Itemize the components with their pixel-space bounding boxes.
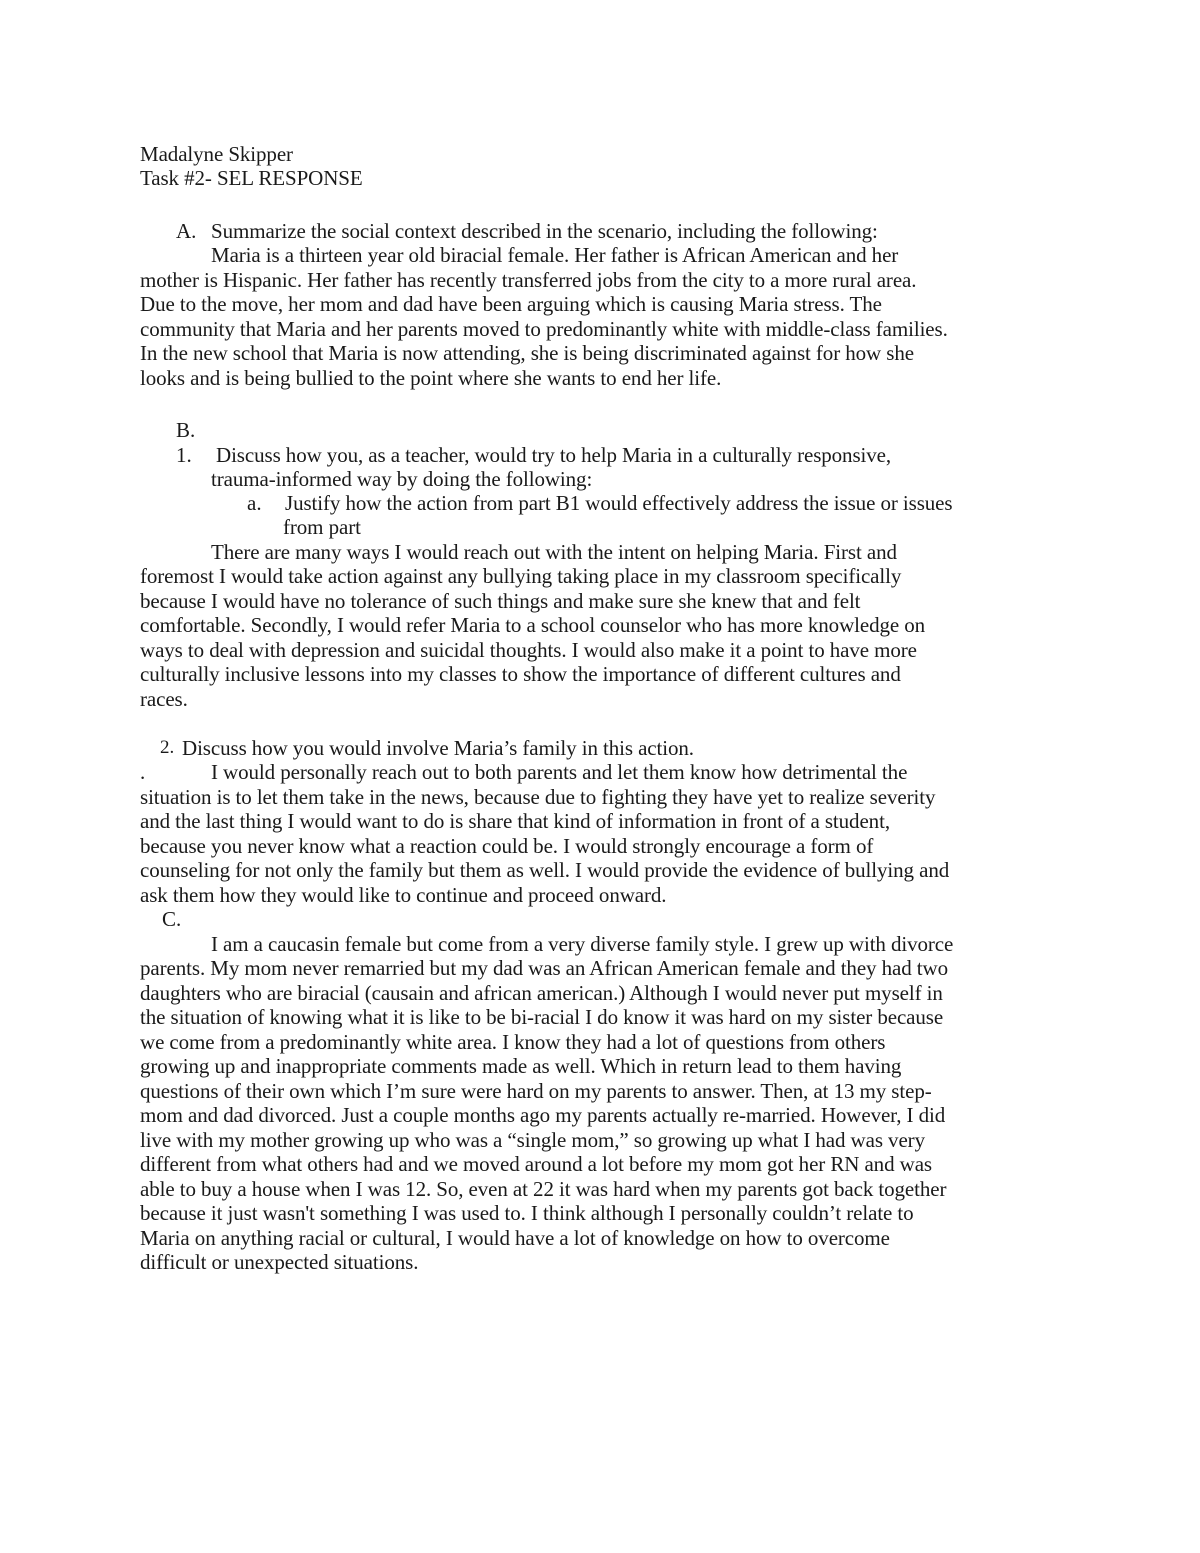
item-1-prompt: trauma-informed way by doing the following: [211, 467, 593, 491]
section-c-line: able to buy a house when I was 12. So, even at 22 it was hard when my parents got back together [140, 1177, 947, 1201]
section-c-line: I am a caucasin female but come from a very diverse family style. I grew up with divorce [211, 932, 954, 956]
section-a-marker: A. [176, 219, 197, 243]
section-c-line: difficult or unexpected situations. [140, 1250, 419, 1274]
item-2-answer-line: I would personally reach out to both parents and let them know how detrimental the [211, 760, 908, 784]
section-c-line: different from what others had and we moved around a lot before my mom got her RN and was [140, 1152, 932, 1176]
section-b-marker: B. [176, 418, 196, 442]
item-2-answer-line: situation is to let them take in the news, because due to fighting they have yet to realize severity [140, 785, 936, 809]
author-name: Madalyne Skipper [140, 142, 293, 166]
section-a-line: looks and is being bullied to the point where she wants to end her life. [140, 366, 722, 390]
item-1-answer-line: culturally inclusive lessons into my classes to show the importance of different cultures and [140, 662, 901, 686]
section-c-line: Maria on anything racial or cultural, I would have a lot of knowledge on how to overcome [140, 1226, 890, 1250]
item-2-answer-line: counseling for not only the family but them as well. I would provide the evidence of bullying and [140, 858, 950, 882]
section-c-line: mom and dad divorced. Just a couple months ago my parents actually re-married. However, I did [140, 1103, 946, 1127]
section-a-line: mother is Hispanic. Her father has recently transferred jobs from the city to a more rural area. [140, 268, 917, 292]
item-1a-marker: a. [247, 491, 262, 515]
section-a-line: Due to the move, her mom and dad have been arguing which is causing Maria stress. The [140, 292, 882, 316]
item-2-dot: . [140, 760, 146, 784]
item-1-prompt: Discuss how you, as a teacher, would try to help Maria in a culturally responsive, [216, 443, 892, 467]
item-1-answer-line: races. [140, 687, 188, 711]
section-a-line: community that Maria and her parents moved to predominantly white with middle-class families. [140, 317, 948, 341]
section-a-line: Maria is a thirteen year old biracial female. Her father is African American and her [211, 243, 899, 267]
item-1a-prompt: from part [283, 515, 361, 539]
item-2-answer-line: because you never know what a reaction could be. I would strongly encourage a form of [140, 834, 874, 858]
section-c-line: daughters who are biracial (causain and african american.) Although I would never put myself in [140, 981, 943, 1005]
item-1-answer-line: comfortable. Secondly, I would refer Maria to a school counselor who has more knowledge on [140, 613, 926, 637]
item-2-answer-line: and the last thing I would want to do is share that kind of information in front of a student, [140, 809, 890, 833]
section-c-line: because it just wasn't something I was used to. I think although I personally couldn’t relate to [140, 1201, 914, 1225]
section-c-line: growing up and inappropriate comments made as well. Which in return lead to them having [140, 1054, 902, 1078]
section-c-line: live with my mother growing up who was a “single mom,” so growing up what I had was very [140, 1128, 925, 1152]
item-2-answer-line: ask them how they would like to continue and proceed onward. [140, 883, 667, 907]
section-a-line: In the new school that Maria is now attending, she is being discriminated against for how she [140, 341, 914, 365]
section-c-line: we come from a predominantly white area. I know they had a lot of questions from others [140, 1030, 886, 1054]
task-title: Task #2- SEL RESPONSE [140, 166, 363, 190]
item-2-prompt: Discuss how you would involve Maria’s family in this action. [182, 736, 694, 760]
item-1-answer-line: There are many ways I would reach out with the intent on helping Maria. First and [211, 540, 897, 564]
item-1-answer-line: ways to deal with depression and suicidal thoughts. I would also make it a point to have more [140, 638, 917, 662]
section-a-prompt: Summarize the social context described in the scenario, including the following: [211, 219, 878, 243]
item-1-marker: 1. [176, 443, 192, 467]
item-2-marker: 2. [160, 737, 175, 758]
section-c-line: questions of their own which I’m sure were hard on my parents to answer. Then, at 13 my step- [140, 1079, 932, 1103]
section-c-line: parents. My mom never remarried but my dad was an African American female and they had two [140, 956, 948, 980]
section-c-line: the situation of knowing what it is like to be bi-racial I do know it was hard on my sister because [140, 1005, 944, 1029]
item-1-answer-line: because I would have no tolerance of such things and make sure she knew that and felt [140, 589, 861, 613]
item-1a-prompt: Justify how the action from part B1 would effectively address the issue or issues [285, 491, 953, 515]
item-1-answer-line: foremost I would take action against any bullying taking place in my classroom specifically [140, 564, 902, 588]
section-c-marker: C. [162, 907, 182, 931]
